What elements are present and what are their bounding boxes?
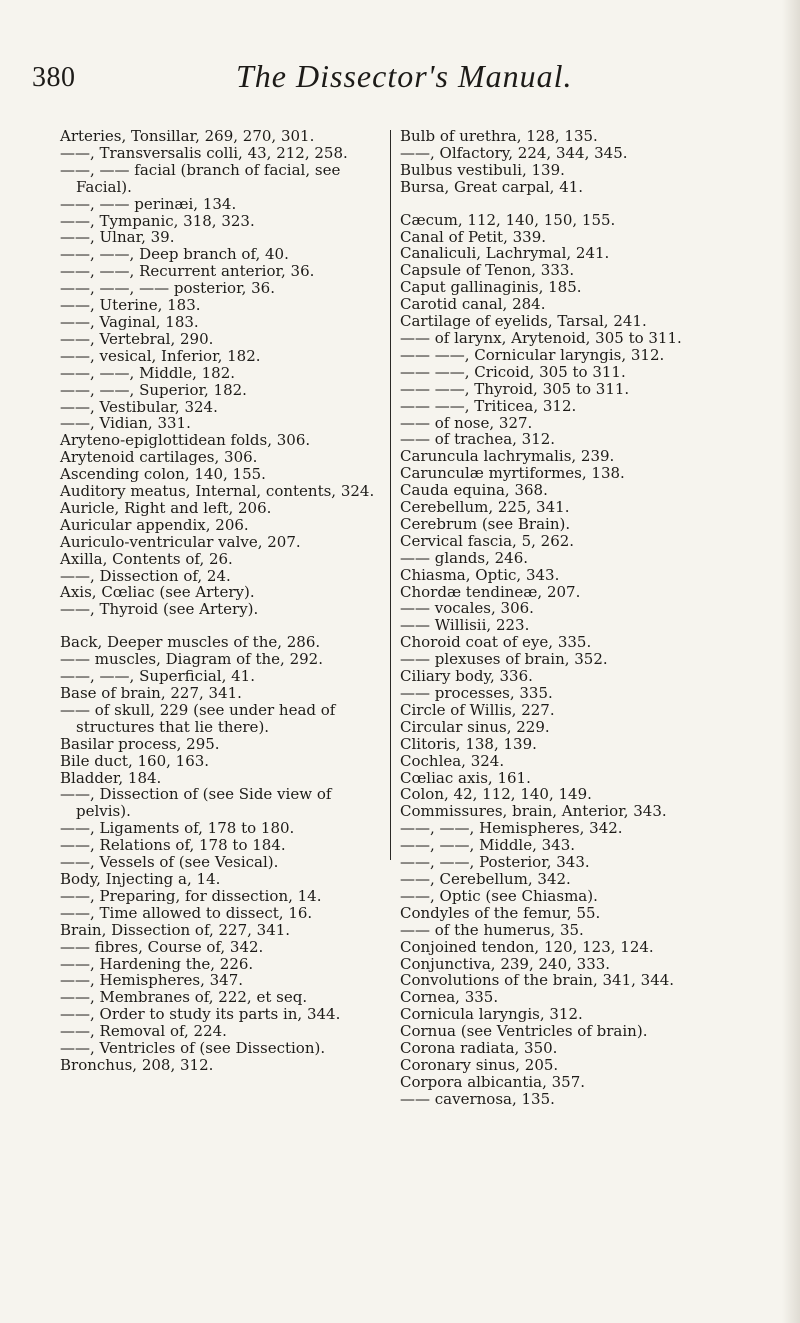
index-entry: Carotid canal, 284.	[400, 295, 546, 314]
index-entry: ——, Transversalis colli, 43, 212, 258.	[60, 143, 348, 162]
index-entry: Caput gallinaginis, 185.	[400, 278, 582, 297]
index-entry: —— fibres, Course of, 342.	[60, 937, 264, 956]
index-entry: Clitoris, 138, 139.	[400, 734, 537, 753]
index-entry: Auditory meatus, Internal, contents, 324.	[60, 482, 375, 501]
index-entry: Commissures, brain, Anterior, 343.	[400, 802, 667, 821]
index-entry: Corona radiata, 350.	[400, 1039, 558, 1058]
index-entry: —— ——, Triticea, 312.	[400, 396, 577, 415]
index-entry: Convolutions of the brain, 341, 344.	[400, 971, 675, 990]
index-column-right	[400, 128, 722, 1108]
running-title: The Dissector's Manual.	[236, 58, 573, 94]
index-entry: Auricular appendix, 206.	[60, 515, 249, 534]
index-entry: Bulbus vestibuli, 139.	[400, 160, 565, 179]
index-entry: ——, ——, Middle, 343.	[400, 836, 576, 855]
index-entry: Brain, Dissection of, 227, 341.	[60, 920, 291, 939]
index-entry: ——, Ulnar, 39.	[60, 228, 175, 247]
index-entry: —— ——, Thyroid, 305 to 311.	[400, 379, 630, 398]
index-entry: Bronchus, 208, 312.	[60, 1055, 214, 1074]
index-entry: ——, Ligaments of, 178 to 180.	[60, 819, 295, 838]
index-entry: ——, Olfactory, 224, 344, 345.	[400, 143, 628, 162]
index-entry: —— cavernosa, 135.	[400, 1089, 555, 1108]
index-entry: ——, Optic (see Chiasma).	[400, 886, 598, 905]
index-entry: Basilar process, 295.	[60, 734, 220, 753]
index-entry: —— ——, Cornicular laryngis, 312.	[400, 345, 665, 364]
index-entry: ——, Time allowed to dissect, 16.	[60, 903, 313, 922]
index-entry: ——, Uterine, 183.	[60, 296, 201, 315]
index-entry: ——, —— perinæi, 134.	[60, 194, 237, 213]
index-entry: ——, Vessels of (see Vesical).	[60, 853, 279, 872]
index-entry: Bile duct, 160, 163.	[60, 751, 210, 770]
page-edge-shadow	[782, 0, 800, 1323]
index-entry: ——, Hardening the, 226.	[60, 954, 254, 973]
index-entry: —— muscles, Diagram of the, 292.	[60, 650, 323, 669]
index-entry: Cartilage of eyelids, Tarsal, 241.	[400, 312, 647, 331]
index-entry: ——, ——, Superior, 182.	[60, 380, 247, 399]
index-entry: ——, Thyroid (see Artery).	[60, 600, 259, 619]
index-entry: ——, —— facial (branch of facial, see Facial).	[60, 160, 341, 196]
index-entry: ——, Hemispheres, 347.	[60, 971, 244, 990]
index-entry: Axis, Cœliac (see Artery).	[60, 583, 255, 602]
index-entry: ——, Tympanic, 318, 323.	[60, 211, 255, 230]
index-entry: ——, ——, —— posterior, 36.	[60, 279, 275, 298]
index-entry: Cornua (see Ventricles of brain).	[400, 1022, 648, 1041]
index-entry: Bladder, 184.	[60, 768, 162, 787]
index-entry: ——, Relations of, 178 to 184.	[60, 836, 286, 855]
index-entry: ——, Membranes of, 222, et seq.	[60, 988, 308, 1007]
index-entry: ——, ——, Hemispheres, 342.	[400, 819, 623, 838]
index-entry: Aryteno-epiglottidean folds, 306.	[60, 431, 311, 450]
page-header	[0, 56, 800, 100]
index-entry: ——, ——, Deep branch of, 40.	[60, 245, 289, 264]
index-entry: ——, Vaginal, 183.	[60, 312, 199, 331]
index-entry: —— of the humerus, 35.	[400, 920, 584, 939]
index-entry: Ciliary body, 336.	[400, 667, 533, 686]
index-entry: Ascending colon, 140, 155.	[60, 465, 266, 484]
index-entry: ——, ——, Middle, 182.	[60, 363, 236, 382]
index-entry: Choroid coat of eye, 335.	[400, 633, 592, 652]
index-entry: Corpora albicantia, 357.	[400, 1072, 586, 1091]
index-entry: Canaliculi, Lachrymal, 241.	[400, 244, 610, 263]
index-entry: ——, Dissection of (see Side view of pelvis).	[60, 785, 332, 821]
index-entry: Canal of Petit, 339.	[400, 227, 547, 246]
index-entry: Carunculæ myrtiformes, 138.	[400, 464, 625, 483]
page-number: 380	[32, 62, 76, 93]
index-entry: Back, Deeper muscles of the, 286.	[60, 633, 321, 652]
index-entry: Cerebellum, 225, 341.	[400, 498, 570, 517]
index-entry: —— Willisii, 223.	[400, 616, 530, 635]
index-entry: Conjoined tendon, 120, 123, 124.	[400, 937, 654, 956]
index-entry: ——, Dissection of, 24.	[60, 566, 231, 585]
index-entry: Chiasma, Optic, 343.	[400, 565, 560, 584]
index-entry: Capsule of Tenon, 333.	[400, 261, 575, 280]
index-entry: ——, Order to study its parts in, 344.	[60, 1005, 341, 1024]
index-entry: Base of brain, 227, 341.	[60, 684, 242, 702]
index-entry: Axilla, Contents of, 26.	[60, 549, 233, 568]
index-entry: ——, Removal of, 224.	[60, 1022, 227, 1041]
index-entry: ——, Cerebellum, 342.	[400, 869, 571, 888]
index-entry: Condyles of the femur, 55.	[400, 903, 601, 922]
index-entry: Conjunctiva, 239, 240, 333.	[400, 954, 611, 973]
index-entry: Cochlea, 324.	[400, 751, 505, 770]
index-entry: ——, Vestibular, 324.	[60, 397, 218, 416]
index-entry: —— glands, 246.	[400, 548, 529, 567]
index-entry: Cervical fascia, 5, 262.	[400, 531, 575, 550]
index-entry: ——, Ventricles of (see Dissection).	[60, 1039, 326, 1058]
index-entry: Bulb of urethra, 128, 135.	[400, 127, 598, 145]
index-entry: ——, vesical, Inferior, 182.	[60, 346, 261, 365]
index-entry: Cœliac axis, 161.	[400, 768, 531, 787]
index-entry: ——, Vertebral, 290.	[60, 329, 214, 348]
index-entry: Body, Injecting a, 14.	[60, 869, 221, 888]
index-entry: —— vocales, 306.	[400, 599, 534, 618]
index-entry: Bursa, Great carpal, 41.	[400, 177, 584, 196]
index-column-left	[60, 128, 382, 1074]
index-entry: Auriculo-ventricular valve, 207.	[60, 532, 301, 551]
index-entry: —— of nose, 327.	[400, 413, 533, 432]
index-entry: ——, Vidian, 331.	[60, 414, 191, 433]
index-entry: —— of larynx, Arytenoid, 305 to 311.	[400, 328, 682, 347]
index-entry: Chordæ tendineæ, 207.	[400, 582, 581, 601]
index-entry: ——, ——, Posterior, 343.	[400, 853, 590, 872]
index-entry: —— of trachea, 312.	[400, 430, 556, 449]
index-entry: Auricle, Right and left, 206.	[60, 498, 272, 517]
index-entry: Coronary sinus, 205.	[400, 1055, 559, 1074]
index-entry: Caruncula lachrymalis, 239.	[400, 447, 615, 466]
index-entry: ——, Preparing, for dissection, 14.	[60, 886, 322, 905]
index-entry: Circle of Willis, 227.	[400, 700, 555, 719]
index-entry: ——, ——, Superficial, 41.	[60, 667, 255, 686]
column-divider	[390, 130, 391, 860]
index-entry: Cornea, 335.	[400, 988, 499, 1007]
index-entry: Cerebrum (see Brain).	[400, 514, 571, 533]
index-entry: Arteries, Tonsillar, 269, 270, 301.	[60, 127, 315, 145]
index-entry: Cauda equina, 368.	[400, 481, 548, 500]
index-entry: —— processes, 335.	[400, 684, 553, 702]
index-entry: Cornicula laryngis, 312.	[400, 1005, 583, 1024]
index-entry: ——, ——, Recurrent anterior, 36.	[60, 262, 315, 281]
index-entry: —— plexuses of brain, 352.	[400, 650, 608, 669]
index-entry: Colon, 42, 112, 140, 149.	[400, 785, 592, 804]
index-entry: —— of skull, 229 (see under head of structures that lie there).	[60, 700, 336, 736]
index-entry: Cæcum, 112, 140, 150, 155.	[400, 210, 616, 229]
index-entry: Circular sinus, 229.	[400, 717, 550, 736]
index-entry: Arytenoid cartilages, 306.	[60, 448, 258, 467]
index-entry: —— ——, Cricoid, 305 to 311.	[400, 362, 626, 381]
